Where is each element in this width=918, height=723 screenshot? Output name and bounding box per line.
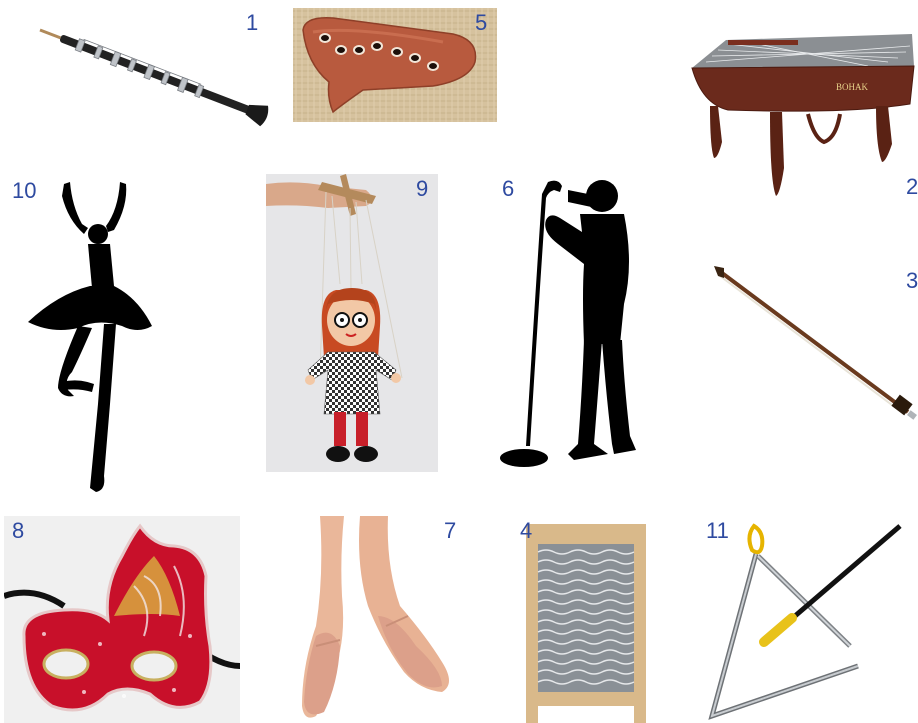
ocarina-image (293, 8, 497, 122)
cimbalom-brand-logo: BOHAK (836, 82, 869, 92)
triangle-instrument-image (700, 516, 918, 723)
cimbalom-image (688, 18, 918, 202)
violin-bow-image (712, 262, 918, 426)
oboe-image (20, 18, 270, 133)
singer-silhouette (498, 174, 638, 474)
label-mask: 8 (12, 518, 25, 543)
marionette-image (266, 174, 438, 472)
label-marionette: 9 (416, 176, 429, 201)
washboard-image (516, 516, 656, 723)
label-ocarina: 5 (475, 10, 488, 35)
ballet-shoes-image (296, 516, 456, 723)
label-cimbalom: 2 (906, 174, 918, 199)
venetian-mask-image (4, 516, 240, 723)
label-triangle: 11 (706, 518, 729, 543)
label-oboe: 1 (246, 10, 259, 35)
ballerina-silhouette (18, 176, 158, 494)
label-singer: 6 (502, 176, 515, 201)
label-ballerina: 10 (12, 178, 37, 203)
label-washboard: 4 (520, 518, 533, 543)
label-ballet-shoes: 7 (444, 518, 457, 543)
label-violin-bow: 3 (906, 268, 918, 293)
